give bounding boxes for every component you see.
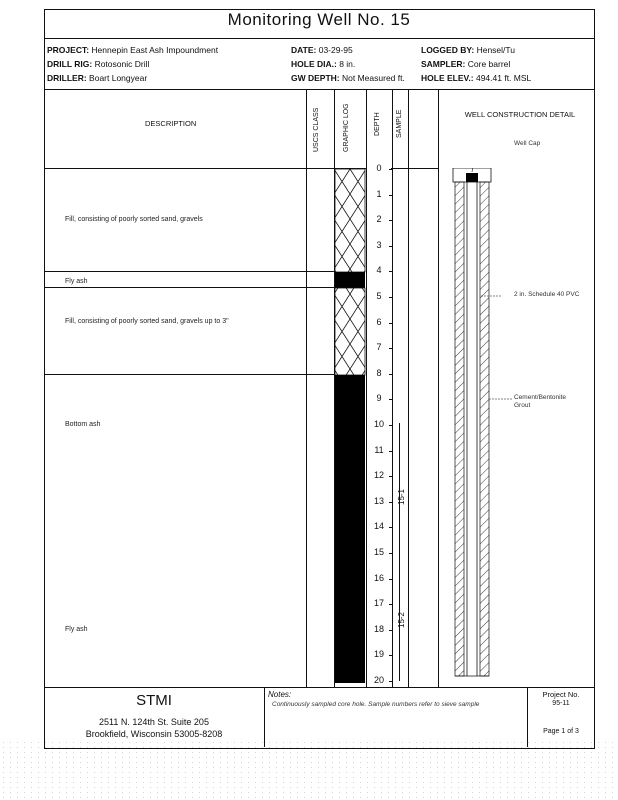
project-no-label: Project No. [542, 690, 580, 699]
depth-tick-mark [389, 271, 392, 272]
depth-tick-label: 0 [367, 163, 391, 173]
depth-tick-label: 7 [367, 342, 391, 352]
depth-tick-label: 18 [367, 624, 391, 634]
depth-tick-mark [389, 604, 392, 605]
depth-tick-label: 16 [367, 573, 391, 583]
depth-tick-mark [389, 681, 392, 682]
well-construction-heading: WELL CONSTRUCTION DETAIL [464, 110, 576, 119]
uscs-heading: USCS CLASS [313, 107, 320, 152]
depth-tick-mark [389, 348, 392, 349]
depth-tick-mark [389, 195, 392, 196]
depth-tick-label: 14 [367, 521, 391, 531]
depth-tick-label: 11 [367, 445, 391, 455]
depth-tick-mark [389, 579, 392, 580]
depth-tick-mark [389, 246, 392, 247]
company-address-line2: Brookfield, Wisconsin 53005-8208 [85, 729, 223, 739]
depth-tick-label: 3 [367, 240, 391, 250]
depth-tick-mark [389, 655, 392, 656]
project-row: PROJECT: Hennepin East Ash Impoundment [47, 45, 219, 55]
sample-label: 15-2 [397, 611, 406, 628]
sampler-row: SAMPLER: Core barrel [421, 59, 511, 69]
depth-tick-label: 17 [367, 598, 391, 608]
project-no-value: 95-11 [552, 700, 570, 707]
drill-rig-row: DRILL RIG: Rotosonic Drill [47, 59, 150, 69]
notes-text: Continuously sampled core hole. Sample numbers refer to sieve sample [272, 701, 480, 708]
depth-heading: DEPTH [374, 112, 381, 136]
sample-label: 15-1 [397, 488, 406, 505]
company-address-line1: 2511 N. 124th St. Suite 205 [99, 717, 209, 727]
grout-left [455, 182, 464, 676]
notes-label: Notes: [268, 690, 292, 699]
depth-tick-label: 10 [367, 419, 391, 429]
sample-heading: SAMPLE [396, 109, 403, 138]
layer-description: Fill, consisting of poorly sorted sand, gravels up to 3" [65, 318, 229, 325]
depth-tick-mark [389, 451, 392, 452]
ash-layer [335, 375, 365, 683]
company-name: STMI [136, 692, 172, 709]
depth-tick-label: 8 [367, 368, 391, 378]
grout-label: Cement/Bentonite Grout [514, 394, 567, 409]
depth-tick-mark [389, 553, 392, 554]
depth-tick-mark [389, 220, 392, 221]
depth-tick-mark [389, 630, 392, 631]
depth-tick-label: 20 [367, 675, 391, 685]
well-construction-diagram [440, 168, 592, 686]
depth-tick-mark [389, 527, 392, 528]
fly-ash-layer [335, 272, 365, 288]
layer-description: Fill, consisting of poorly sorted sand, gravels [65, 216, 203, 223]
description-heading: DESCRIPTION [145, 119, 197, 128]
layer-description: Fly ash [65, 278, 88, 285]
fill-layer-pattern [335, 288, 365, 375]
logged-by-row: LOGGED BY: Hensel/Tu [421, 45, 516, 55]
depth-tick-label: 9 [367, 393, 391, 403]
depth-tick-label: 2 [367, 214, 391, 224]
depth-tick-label: 15 [367, 547, 391, 557]
layer-description: Bottom ash [65, 421, 101, 428]
fill-layer-pattern [335, 169, 365, 272]
pvc-casing-label: 2 in. Schedule 40 PVC [514, 291, 580, 298]
depth-tick-label: 6 [367, 317, 391, 327]
graphic-log [334, 169, 366, 685]
depth-tick-label: 19 [367, 649, 391, 659]
scan-noise [0, 740, 618, 800]
depth-tick-mark [389, 399, 392, 400]
depth-tick-label: 1 [367, 189, 391, 199]
depth-tick-mark [389, 374, 392, 375]
depth-tick-mark [389, 169, 392, 170]
layer-description: Fly ash [65, 626, 88, 633]
depth-tick-label: 5 [367, 291, 391, 301]
depth-tick-mark [389, 297, 392, 298]
hole-dia-row: HOLE DIA.: 8 in. [291, 59, 356, 69]
depth-tick-mark [389, 502, 392, 503]
depth-tick-mark [389, 476, 392, 477]
well-cap-label: Well Cap [514, 140, 541, 147]
page-title: Monitoring Well No. 15 [227, 10, 411, 29]
driller-row: DRILLER: Boart Longyear [47, 73, 148, 83]
gw-depth-row: GW DEPTH: Not Measured ft. [291, 73, 405, 83]
depth-tick-label: 4 [367, 265, 391, 275]
grout-right [480, 182, 489, 676]
well-cap-block [466, 173, 478, 182]
depth-tick-mark [389, 323, 392, 324]
date-row: DATE: 03-29-95 [291, 45, 353, 55]
depth-tick-label: 13 [367, 496, 391, 506]
depth-tick-mark [389, 425, 392, 426]
graphic-log-heading: GRAPHIC LOG [343, 103, 350, 152]
depth-tick-label: 12 [367, 470, 391, 480]
page-number: Page 1 of 3 [543, 728, 579, 735]
hole-elev-row: HOLE ELEV.: 494.41 ft. MSL [421, 73, 532, 83]
